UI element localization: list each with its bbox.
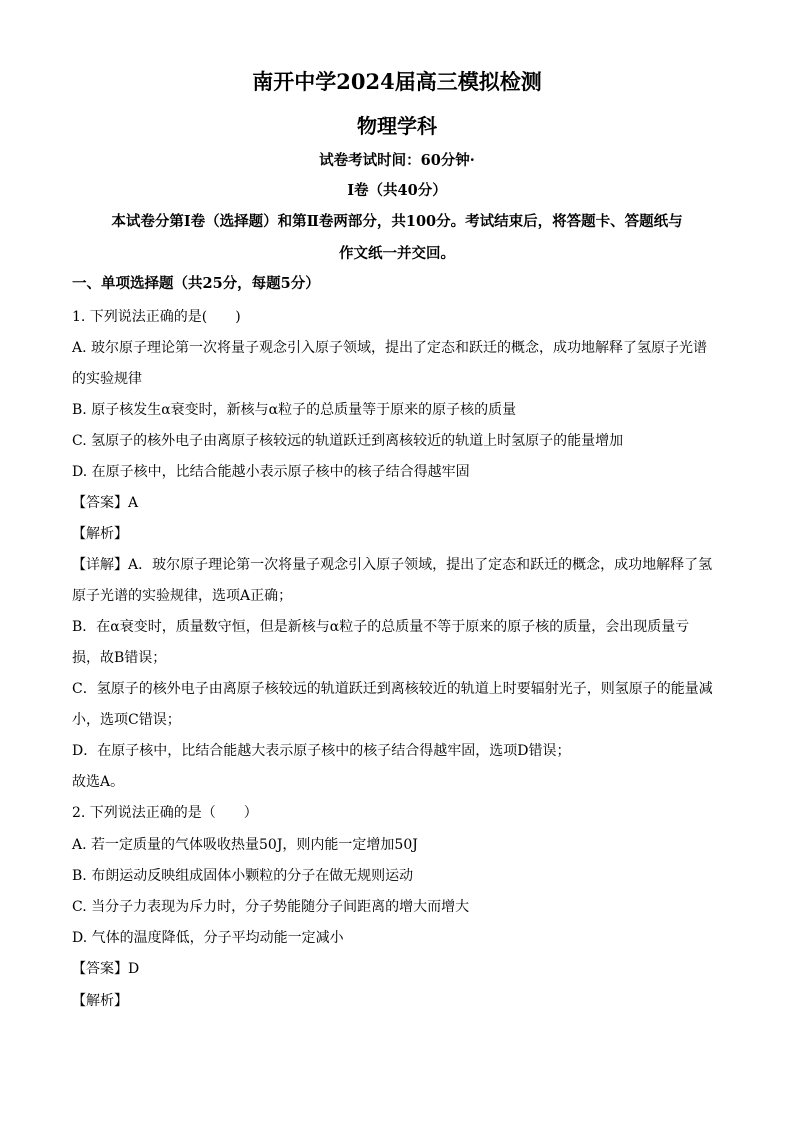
question-2-option-c: C. 当分子力表现为斥力时，分子势能随分子间距离的增大而增大	[72, 899, 470, 915]
question-1-answer: 【答案】A	[72, 495, 139, 511]
question-1-detail-line-4: 损，故B错误；	[72, 650, 167, 666]
instructions-line-2: 作文纸一并交回。	[339, 245, 455, 262]
instructions-line-1: 本试卷分第Ⅰ卷（选择题）和第Ⅱ卷两部分，共100分。考试结束后，将答题卡、答题纸与	[111, 213, 683, 230]
question-2-answer: 【答案】D	[72, 961, 140, 977]
question-1-option-b: B. 原子核发生α衰变时，新核与α粒子的总质量等于原来的原子核的质量	[72, 402, 517, 418]
question-1-detail-line-2: 原子光谱的实验规律，选项A正确；	[72, 588, 293, 604]
question-2-analysis-label: 【解析】	[72, 993, 128, 1009]
question-1-analysis-label: 【解析】	[72, 526, 128, 542]
question-2-option-d: D. 气体的温度降低，分子平均动能一定减小	[72, 930, 344, 946]
question-1-detail-line-3: B．在α衰变时，质量数守恒，但是新核与α粒子的总质量不等于原来的原子核的质量，会出现质量亏	[72, 619, 690, 635]
exam-title: 南开中学2024届高三模拟检测	[252, 69, 542, 94]
question-1-detail-line-5: C．氢原子的核外电子由离原子核较远的轨道跃迁到离核较近的轨道上时要辐射光子，则氢原子的能量减	[72, 681, 713, 697]
question-1-detail-line-7: D．在原子核中，比结合能越大表示原子核中的核子结合得越牢固，选项D错误；	[72, 743, 571, 759]
question-1-conclusion: 故选A。	[72, 774, 125, 790]
question-2-stem: 2. 下列说法正确的是（ ）	[72, 805, 258, 821]
section-heading: 一、单项选择题（共25分，每题5分）	[72, 275, 320, 292]
volume-heading: Ⅰ卷（共40分）	[347, 182, 447, 199]
question-2-option-b: B. 布朗运动反映组成固体小颗粒的分子在做无规则运动	[72, 868, 414, 884]
question-1-option-d: D. 在原子核中，比结合能越小表示原子核中的核子结合得越牢固	[72, 464, 470, 480]
question-1-option-a-line-1: A. 玻尔原子理论第一次将量子观念引入原子领域，提出了定态和跃迁的概念，成功地解释了氢原子光谱	[72, 340, 708, 356]
question-1-option-c: C. 氢原子的核外电子由离原子核较远的轨道跃迁到离核较近的轨道上时氢原子的能量增加	[72, 433, 624, 449]
question-1-option-a-line-2: 的实验规律	[72, 371, 142, 387]
subject-title: 物理学科	[357, 114, 437, 138]
question-1-detail-line-6: 小，选项C错误；	[72, 712, 181, 728]
question-1-detail-line-1: 【详解】A．玻尔原子理论第一次将量子观念引入原子领域，提出了定态和跃迁的概念，成功地解释了氢	[72, 557, 713, 573]
question-1-stem: 1. 下列说法正确的是( )	[72, 309, 241, 325]
exam-time: 试卷考试时间：60分钟·	[319, 152, 475, 169]
question-2-option-a: A. 若一定质量的气体吸收热量50J，则内能一定增加50J	[72, 837, 418, 853]
